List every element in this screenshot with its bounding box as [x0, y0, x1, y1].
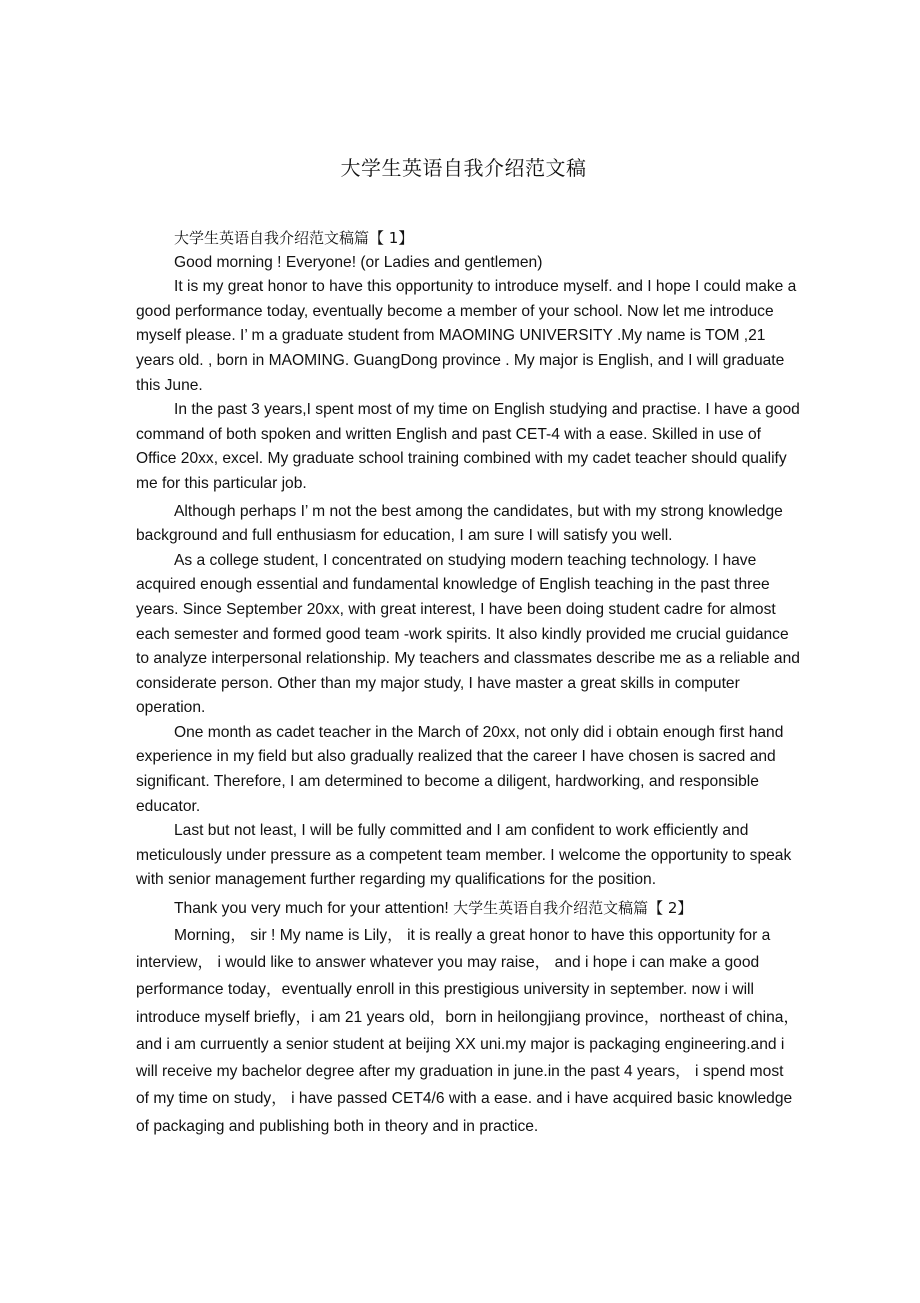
paragraph-closing — [136, 896, 800, 922]
page-title: 大学生英语自我介绍范文稿 — [340, 156, 587, 180]
paragraph-section-2: Morning， sir ! My name is Lily， it is really a great honor to have this opportunity for a interview， i would like to answer whatever you may raise， and i hope i can make a good performance today，eventually enroll in this prestigious university in september. now i will introduce myself briefly，i am 21 years old，born in heilongjiang province，northeast of china， and i am curruently a senior student at beijing XX uni.my major is packaging engineering.and i will receive my bachelor degree after my graduation in june.in the past 4 years， i spend most of my time on study， i have passed CET4/6 with a ease. and i have acquired basic knowledge of packaging and publishing both in theory and in practice. — [136, 926, 800, 1135]
paragraph-study-experience: In the past 3 years,I spent most of my time on English studying and practise. I have a good command of both spoken and written English and past CET-4 with a ease. Skilled in use of Office 20xx, excel. My graduate school training combined with my cadet teacher should qualify me for this particular job. — [136, 401, 800, 492]
document-body — [136, 226, 800, 1140]
paragraph-candidacy: Although perhaps I’ m not the best among the candidates, but with my strong knowledge background and full enthusiasm for education, I am sure I will satisfy you well. — [136, 502, 783, 545]
paragraph-greeting: Good morning ! Everyone! (or Ladies and gentlemen) — [174, 253, 543, 271]
closing-sentence: Thank you very much for your attention! — [174, 900, 454, 918]
paragraph-commitment: Last but not least, I will be fully committed and I am confident to work efficiently and meticulously under pressure as a competent team member. I welcome the opportunity to speak with senior management further regarding my qualifications for the position. — [136, 822, 792, 889]
section-1-heading: 大学生英语自我介绍范文稿篇【 1】 — [174, 229, 414, 247]
paragraph-cadet-teacher: One month as cadet teacher in the March of 20xx, not only did i obtain enough first hand experience in my field but also gradually realized that the career I have chosen is sacred and significant. Therefore, I am determined to become a diligent, hardworking, and responsible educator. — [136, 723, 784, 815]
paragraph-college-student: As a college student, I concentrated on studying modern teaching technology. I have acquired enough essential and fundamental knowledge of English teaching in the past three years. Since September 20xx, with great interest, I have been doing student cadre for almost each semester and formed good team -work spirits. It also kindly provided me crucial guidance to analyze interpersonal relationship. My teachers and classmates describe me as a reliable and considerate person. Other than my major study, I have master a great skills in computer operation. — [136, 551, 800, 717]
section-2-heading: 大学生英语自我介绍范文稿篇【 2】 — [453, 899, 693, 918]
paragraph-introduction: It is my great honor to have this opportunity to introduce myself. and I hope I could make a good performance today, eventually become a member of your school. Now let me introduce myself please. I’ m a graduate student from MAOMING UNIVERSITY .My name is TOM ,21 years old. , born in MAOMING. GuangDong province . My major is English, and I will graduate this June. — [136, 278, 797, 394]
